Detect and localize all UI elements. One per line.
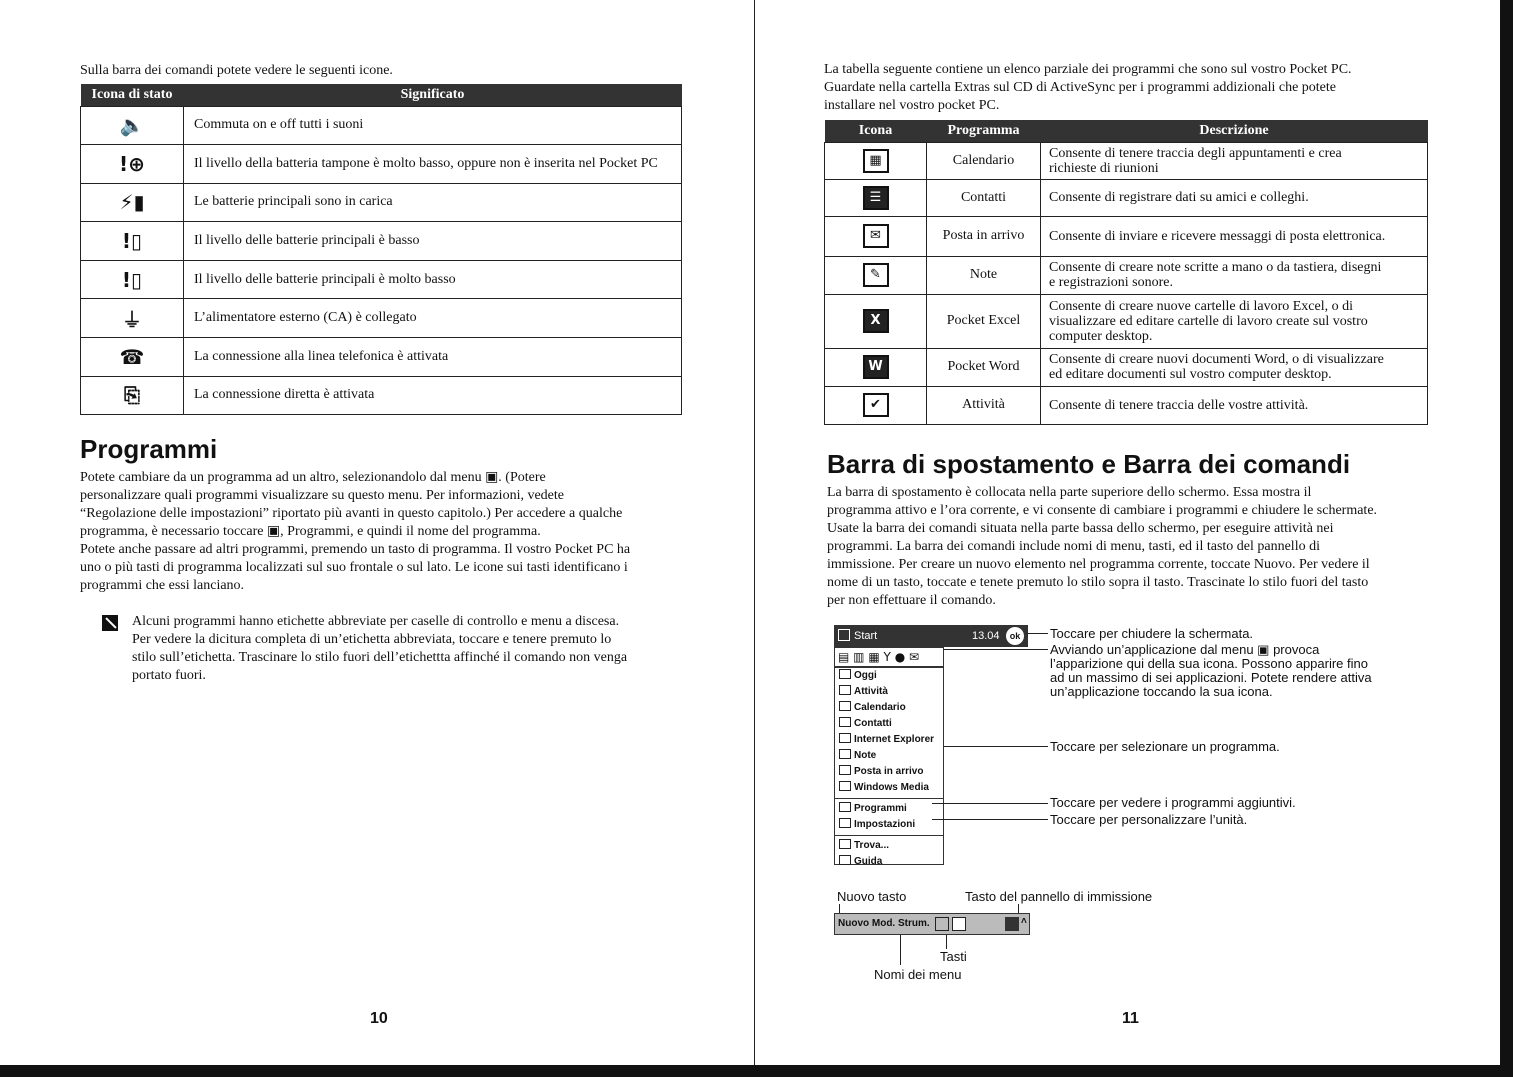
description-cell bbox=[1041, 179, 1428, 216]
table-row bbox=[81, 338, 682, 377]
meaning-cell: Il livello delle batterie principali è basso bbox=[184, 222, 682, 261]
app-icon bbox=[839, 802, 851, 812]
description-cell bbox=[1041, 348, 1428, 386]
text-line: programmi. La barra dei comandi include nomi di menu, tasti, ed il tasto del pannello di bbox=[827, 539, 1320, 554]
menu-item[interactable] bbox=[835, 838, 943, 854]
table-row bbox=[825, 216, 1428, 256]
menu-item[interactable] bbox=[835, 764, 943, 780]
menu-label: Note bbox=[854, 750, 877, 761]
contacts-icon: ☰ bbox=[863, 186, 889, 210]
scan-edge-right bbox=[1500, 0, 1513, 1077]
keyboard-icon[interactable] bbox=[1005, 917, 1019, 931]
text-line: Consente di creare nuovi documenti Word, o di visualizzare bbox=[1049, 352, 1384, 367]
app-icon bbox=[839, 855, 851, 865]
table-row bbox=[825, 348, 1428, 386]
clock: 13.04 bbox=[972, 630, 1000, 642]
menu-label: Oggi bbox=[854, 670, 877, 681]
recent-apps-strip[interactable] bbox=[834, 647, 944, 667]
text-line: programmi che essi lanciano. bbox=[80, 578, 245, 593]
icon-cell bbox=[825, 142, 927, 179]
excel-icon: X bbox=[863, 309, 889, 333]
menu-item[interactable] bbox=[835, 732, 943, 748]
callout-line bbox=[944, 746, 1048, 747]
callout-line bbox=[944, 649, 1048, 650]
icon-cell bbox=[81, 145, 184, 184]
app-icon bbox=[839, 839, 851, 849]
meaning-cell: Il livello della batteria tampone è molto basso, oppure non è inserita nel Pocket PC bbox=[184, 145, 682, 184]
icon-cell bbox=[825, 256, 927, 294]
note-icon bbox=[102, 615, 118, 631]
right-page bbox=[760, 0, 1500, 1065]
menu-item[interactable] bbox=[835, 780, 943, 796]
meaning-cell: Commuta on e off tutti i suoni bbox=[184, 106, 682, 145]
app-icon bbox=[839, 781, 851, 791]
table-row bbox=[81, 222, 682, 261]
table-row bbox=[81, 145, 682, 184]
callout-select: Toccare per selezionare un programma. bbox=[1050, 739, 1280, 754]
charging-icon: ⚡▮ bbox=[119, 190, 145, 215]
menu-label: Posta in arrivo bbox=[854, 766, 924, 777]
text-line: Per vedere la dicitura completa di un’etichetta abbreviata, toccare e tenere premuto lo bbox=[132, 632, 612, 647]
program-cell: Posta in arrivo bbox=[927, 216, 1041, 256]
tasks-icon: ✔ bbox=[863, 393, 889, 417]
text-line: programma attivo e l’ora corrente, e vi consente di cambiare i programmi e chiudere le schermate. bbox=[827, 503, 1378, 518]
menu-item[interactable] bbox=[835, 748, 943, 764]
text-line: nome di un tasto, toccate e tenete premuto lo stilo sopra il tasto. Trascinate lo stilo fuori del tasto bbox=[827, 575, 1369, 590]
start-menu bbox=[834, 667, 944, 865]
text-line: richieste di riunioni bbox=[1049, 160, 1159, 176]
phone-connection-icon: ☎ bbox=[119, 344, 145, 369]
text-line: Alcuni programmi hanno etichette abbreviate per caselle di controllo e menu a discesa. bbox=[132, 614, 620, 629]
programs-table bbox=[824, 120, 1428, 425]
icon-cell bbox=[825, 348, 927, 386]
callout-close: Toccare per chiudere la schermata. bbox=[1050, 626, 1254, 641]
table-row bbox=[81, 299, 682, 338]
table-row bbox=[825, 386, 1428, 424]
callout-line bbox=[932, 819, 1048, 820]
text-line: ad un massimo di sei applicazioni. Potete rendere attiva bbox=[1050, 670, 1372, 685]
text-line: Consente di creare nuove cartelle di lavoro Excel, o di bbox=[1049, 298, 1353, 314]
table-row bbox=[81, 260, 682, 299]
program-cell: Contatti bbox=[927, 179, 1041, 216]
app-icon bbox=[839, 701, 851, 711]
text-line: e registrazioni sonore. bbox=[1049, 275, 1174, 290]
app-icon bbox=[839, 685, 851, 695]
app-icon bbox=[839, 733, 851, 743]
menu-label: Internet Explorer bbox=[854, 734, 935, 745]
app-icon bbox=[839, 717, 851, 727]
backup-battery-icon: !⊕ bbox=[119, 151, 145, 176]
programmi-paragraph-1 bbox=[80, 469, 700, 541]
menu-item[interactable] bbox=[835, 817, 943, 833]
ac-power-icon: ⏚ bbox=[122, 307, 142, 332]
table-row bbox=[825, 256, 1428, 294]
page-number-right: 11 bbox=[1122, 1010, 1139, 1027]
menu-label: Guida bbox=[854, 856, 883, 867]
speaker-icon: 🔈 bbox=[119, 113, 145, 138]
app-icon bbox=[839, 669, 851, 679]
table-row bbox=[81, 183, 682, 222]
icon-cell bbox=[81, 222, 184, 261]
direct-connection-icon: ⎘ bbox=[124, 383, 140, 408]
recent-app-icon[interactable]: ▥ bbox=[853, 650, 865, 664]
text-line: ed editare documenti sul vostro computer desktop. bbox=[1049, 367, 1332, 382]
menu-label: Trova... bbox=[854, 840, 890, 851]
start-menu-icon[interactable] bbox=[838, 629, 850, 641]
recent-app-icon[interactable]: ▦ bbox=[868, 650, 880, 664]
program-cell: Calendario bbox=[927, 142, 1041, 179]
text-line: personalizzare quali programmi visualizzare su questo menu. Per informazioni, vedete bbox=[80, 488, 564, 503]
scan-edge-bottom bbox=[0, 1065, 1513, 1077]
program-cell: Pocket Excel bbox=[927, 294, 1041, 348]
recent-app-icon[interactable]: ✉ bbox=[909, 650, 920, 664]
text-line: portato fuori. bbox=[132, 668, 206, 683]
table-row bbox=[81, 106, 682, 145]
description-cell bbox=[1041, 142, 1428, 179]
icon-cell bbox=[81, 338, 184, 377]
text-line: Potete anche passare ad altri programmi, premendo un tasto di programma. Il vostro Pocket PC ha bbox=[80, 542, 631, 557]
text-line: La barra di spostamento è collocata nella parte superiore dello schermo. Essa mostra il bbox=[827, 485, 1312, 500]
pen-icon[interactable] bbox=[952, 917, 966, 931]
text-line: l’apparizione qui della sua icona. Possono apparire fino bbox=[1050, 656, 1368, 671]
text-line: installare nel vostro pocket PC. bbox=[824, 98, 1000, 113]
recent-app-icon[interactable]: ▤ bbox=[838, 650, 850, 664]
caret-up-icon[interactable]: ˄ bbox=[1021, 916, 1027, 927]
recent-app-icon[interactable]: ● bbox=[894, 650, 906, 664]
icon-cell bbox=[825, 386, 927, 424]
menu-divider bbox=[835, 835, 943, 836]
menu-item[interactable] bbox=[835, 684, 943, 700]
command-bar bbox=[834, 913, 1030, 935]
text-line: Avviando un’applicazione dal menu ▣ provoca bbox=[1050, 642, 1320, 657]
text-line: immissione. Per creare un nuovo elemento nel programma corrente, toccate Nuovo. Per vedere il bbox=[827, 557, 1370, 572]
icon-cell bbox=[81, 183, 184, 222]
text-line: computer desktop. bbox=[1049, 328, 1153, 344]
text-line: per non effettuare il comando. bbox=[827, 593, 996, 608]
left-intro: Sulla barra dei comandi potete vedere le seguenti icone. bbox=[80, 63, 393, 78]
icon-cell bbox=[825, 179, 927, 216]
recent-app-icon[interactable]: Y bbox=[883, 650, 891, 664]
text-line: programma, è necessario toccare ▣, Programmi, e quindi il nome del programma. bbox=[80, 524, 541, 539]
icon-cell bbox=[81, 299, 184, 338]
menu-label: Contatti bbox=[854, 718, 892, 729]
app-icon bbox=[839, 818, 851, 828]
start-label[interactable]: Start bbox=[854, 630, 878, 642]
status-icons-table bbox=[80, 84, 682, 415]
menu-label: Attività bbox=[854, 686, 888, 697]
callout-buttons: Tasti bbox=[940, 949, 967, 964]
menu-label: Calendario bbox=[854, 702, 906, 713]
table-header-icon: Icona bbox=[825, 120, 927, 142]
menu-item[interactable] bbox=[835, 700, 943, 716]
program-cell: Attività bbox=[927, 386, 1041, 424]
meaning-cell: Il livello delle batterie principali è molto basso bbox=[184, 260, 682, 299]
menu-item[interactable] bbox=[835, 854, 943, 870]
navigation-bar bbox=[834, 625, 1028, 647]
text-line: visualizzare ed editare cartelle di lavoro create sul vostro bbox=[1049, 313, 1368, 329]
inbox-icon: ✉ bbox=[863, 224, 889, 248]
icon-cell bbox=[81, 260, 184, 299]
word-icon: W bbox=[863, 355, 889, 379]
pocketpc-screenshot bbox=[834, 625, 1028, 865]
text-line: La tabella seguente contiene un elenco parziale dei programmi che sono sul vostro Pocket PC. bbox=[824, 62, 1352, 77]
meaning-cell: Le batterie principali sono in carica bbox=[184, 183, 682, 222]
text-line: uno o più tasti di programma localizzati sul suo frontale o sul lato. Le icone sui tasti identificano i bbox=[80, 560, 628, 575]
callout-line bbox=[932, 803, 1048, 804]
calendar-icon: ▦ bbox=[863, 149, 889, 173]
text-line: Consente di inviare e ricevere messaggi di posta elettronica. bbox=[1049, 228, 1386, 244]
callout-input-panel: Tasto del pannello di immissione bbox=[965, 889, 1153, 904]
battery-very-low-icon: !▯ bbox=[121, 267, 143, 292]
table-header-program: Programma bbox=[927, 120, 1041, 142]
program-cell: Pocket Word bbox=[927, 348, 1041, 386]
callout-new-button: Nuovo tasto bbox=[837, 889, 907, 904]
table-row bbox=[825, 142, 1428, 179]
page-number-left: 10 bbox=[370, 1010, 388, 1027]
menu-item[interactable] bbox=[835, 801, 943, 817]
menu-label: Windows Media bbox=[854, 782, 929, 793]
icon-cell bbox=[81, 376, 184, 415]
text-line: Guardate nella cartella Extras sul CD di ActiveSync per i programmi addizionali che potete bbox=[824, 80, 1336, 95]
description-cell bbox=[1041, 294, 1428, 348]
meaning-cell: La connessione diretta è attivata bbox=[184, 376, 682, 415]
icon-cell bbox=[81, 106, 184, 145]
text-line: Consente di tenere traccia delle vostre attività. bbox=[1049, 397, 1309, 413]
table-row bbox=[825, 179, 1428, 216]
text-line: stilo sull’etichetta. Trascinare lo stilo fuori dell’etichettta affinché il comando non venga bbox=[132, 650, 628, 665]
meaning-cell: La connessione alla linea telefonica è attivata bbox=[184, 338, 682, 377]
text-line: Consente di tenere traccia degli appuntamenti e crea bbox=[1049, 145, 1342, 161]
table-row bbox=[81, 376, 682, 415]
left-page bbox=[0, 0, 754, 1065]
barra-paragraph bbox=[827, 484, 1437, 610]
programmi-paragraph-2 bbox=[80, 541, 700, 595]
menu-names[interactable]: Nuovo Mod. Strum. bbox=[838, 918, 930, 929]
description-cell bbox=[1041, 216, 1428, 256]
meaning-cell: L’alimentatore esterno (CA) è collegato bbox=[184, 299, 682, 338]
table-header-icon: Icona di stato bbox=[81, 84, 184, 106]
table-row bbox=[825, 294, 1428, 348]
description-cell bbox=[1041, 256, 1428, 294]
text-line: Potete cambiare da un programma ad un altro, selezionandolo dal menu ▣. (Potere bbox=[80, 470, 546, 485]
app-icon bbox=[839, 749, 851, 759]
callout-settings: Toccare per personalizzare l’unità. bbox=[1050, 812, 1248, 827]
callout-line bbox=[900, 935, 901, 965]
icon-cell bbox=[825, 216, 927, 256]
callout-line bbox=[1026, 633, 1048, 634]
section-title-barra: Barra di spostamento e Barra dei comandi bbox=[827, 449, 1351, 479]
table-header-meaning: Significato bbox=[184, 84, 682, 106]
right-intro bbox=[824, 61, 1464, 115]
ok-button[interactable]: ok bbox=[1006, 627, 1024, 645]
text-line: Consente di registrare dati su amici e colleghi. bbox=[1049, 190, 1309, 205]
text-line: “Regolazione delle impostazioni” riportato più avanti in questo capitolo.) Per accedere a qualche bbox=[80, 506, 623, 521]
section-title-programmi: Programmi bbox=[80, 434, 218, 464]
text-line: Usate la barra dei comandi situata nella parte bassa dello schermo, per eseguire attività nei bbox=[827, 521, 1334, 536]
menu-item[interactable] bbox=[835, 668, 943, 684]
text-line: un’applicazione toccando la sua icona. bbox=[1050, 684, 1273, 699]
table-header-description: Descrizione bbox=[1041, 120, 1428, 142]
callout-line bbox=[946, 935, 947, 949]
callout-recent bbox=[1050, 643, 1390, 699]
description-cell bbox=[1041, 386, 1428, 424]
toolbar-button-icon[interactable] bbox=[935, 917, 949, 931]
icon-cell bbox=[825, 294, 927, 348]
callout-menu-names: Nomi dei menu bbox=[874, 967, 962, 982]
notes-icon: ✎ bbox=[863, 263, 889, 287]
program-cell: Note bbox=[927, 256, 1041, 294]
menu-label: Impostazioni bbox=[854, 819, 916, 830]
callout-more: Toccare per vedere i programmi aggiuntivi. bbox=[1050, 795, 1296, 810]
battery-low-icon: !▯ bbox=[121, 229, 143, 254]
note-text bbox=[132, 613, 692, 685]
app-icon bbox=[839, 765, 851, 775]
menu-label: Programmi bbox=[854, 803, 907, 814]
menu-divider bbox=[835, 798, 943, 799]
menu-item[interactable] bbox=[835, 716, 943, 732]
text-line: Consente di creare note scritte a mano o da tastiera, disegni bbox=[1049, 260, 1382, 275]
